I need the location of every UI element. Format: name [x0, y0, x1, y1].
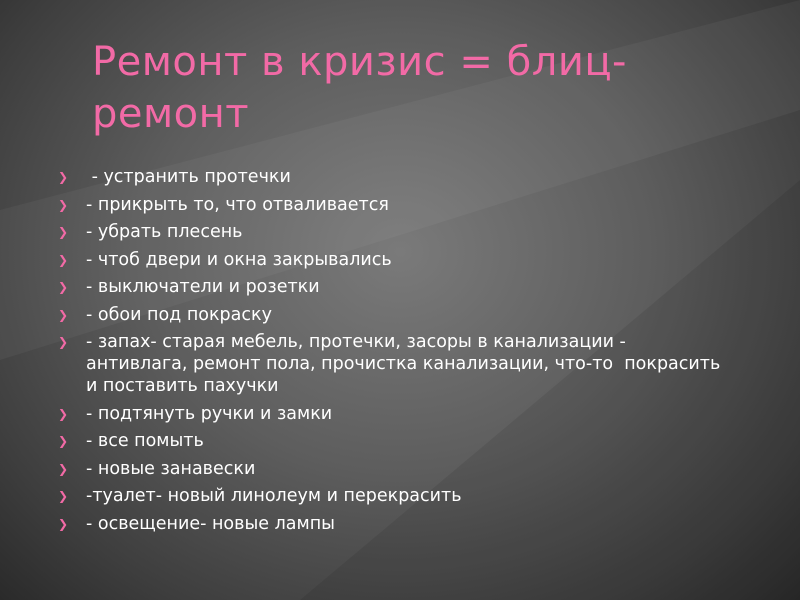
bullet-item	[58, 513, 728, 535]
bullet-item	[58, 166, 728, 188]
bullet-marker-icon: ❯	[58, 252, 69, 267]
bullet-marker-icon: ❯	[58, 434, 69, 448]
bullet-marker-icon: ❯	[58, 335, 69, 349]
bullet-text: - выключатели и розетки	[86, 277, 320, 297]
bullet-text: - устранить протечки	[86, 167, 291, 187]
bullet-text: - обои под покраску	[86, 304, 272, 325]
bullet-text: - все помыть	[86, 431, 204, 451]
bullet-text: - новые занавески	[86, 458, 256, 479]
bullet-item	[58, 276, 728, 298]
bullet-marker-icon: ❯	[58, 307, 69, 322]
bullet-marker-icon: ❯	[58, 516, 69, 531]
bullet-marker-icon: ❯	[58, 225, 69, 239]
slide-title: Ремонт в кризис = блиц-ремонт	[92, 39, 627, 137]
bullet-marker-icon: ❯	[58, 406, 69, 421]
bullet-text: - запах- старая мебель, протечки, засоры в канализации - антивлага, ремонт пола, прочистка канализации, что-то покрасить и поставить пахучки	[86, 332, 726, 396]
bullet-text: -туалет- новый линолеум и перекрасить	[86, 486, 462, 506]
bullet-item	[58, 331, 728, 397]
bullet-text: - убрать плесень	[86, 222, 243, 242]
bullet-item	[58, 458, 728, 480]
bullet-list	[58, 166, 728, 540]
bullet-marker-icon: ❯	[58, 461, 69, 476]
bullet-marker-icon: ❯	[58, 197, 69, 212]
bullet-text: - чтоб двери и окна закрывались	[86, 249, 392, 270]
bullet-item	[58, 403, 728, 425]
bullet-item	[58, 430, 728, 452]
bullet-marker-icon: ❯	[58, 170, 69, 184]
bullet-text: - прикрыть то, что отваливается	[86, 194, 389, 215]
bullet-item	[58, 304, 728, 326]
bullet-marker-icon: ❯	[58, 280, 69, 294]
bullet-item	[58, 221, 728, 243]
bullet-marker-icon: ❯	[58, 489, 69, 503]
bullet-item	[58, 194, 728, 216]
bullet-text: - подтянуть ручки и замки	[86, 403, 333, 424]
bullet-text: - освещение- новые лампы	[86, 513, 335, 534]
bullet-item	[58, 249, 728, 271]
bullet-item	[58, 485, 728, 507]
